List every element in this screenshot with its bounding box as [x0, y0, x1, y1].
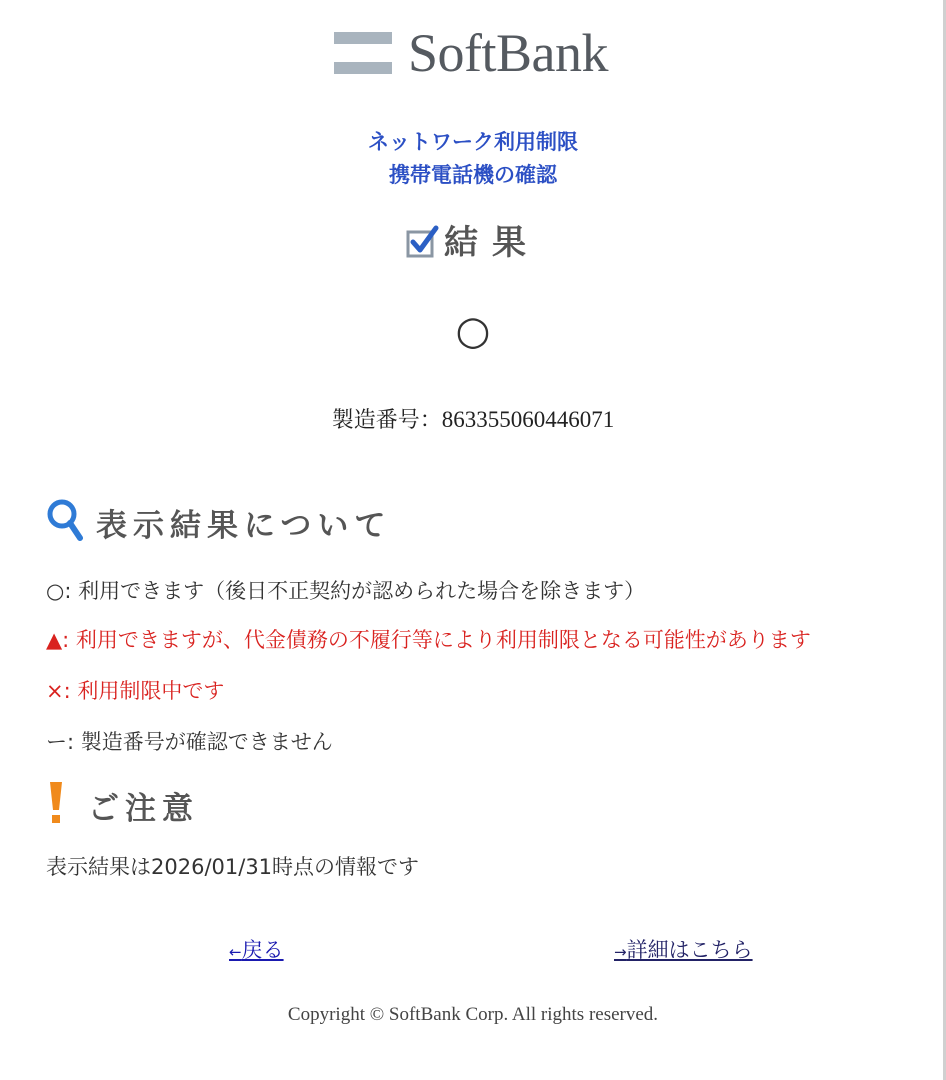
- serial-number-value: 863355060446071: [441, 407, 615, 432]
- legend-unconfirmed: ー: 製造番号が確認できません: [46, 730, 333, 754]
- exclamation-icon: [46, 780, 66, 830]
- notice-text: 表示結果は2026/01/31時点の情報です: [46, 855, 420, 879]
- softbank-bars-icon: [334, 32, 392, 74]
- about-results-heading: [46, 498, 391, 546]
- logo-bar-bottom: [334, 62, 392, 74]
- about-results-heading-label: 表示結果について: [96, 507, 392, 544]
- notice-heading-label: ご注意: [88, 790, 199, 827]
- page-title-line2: 携帯電話機の確認: [389, 163, 557, 187]
- legend-restricted: ×: 利用制限中です: [46, 679, 225, 703]
- result-status-symbol: ○: [455, 308, 491, 354]
- page-title-line1: ネットワーク利用制限: [368, 130, 578, 154]
- magnifier-icon: [46, 498, 86, 546]
- legend-possible-restriction: ▲: 利用できますが、代金債務の不履行等により利用制限となる可能性があります: [46, 628, 811, 652]
- serial-number: [0, 403, 946, 434]
- result-heading-label: 結果: [444, 223, 540, 263]
- back-link-label: 戻る: [241, 938, 284, 962]
- result-heading: [0, 215, 946, 264]
- logo-text: SoftBank: [408, 23, 609, 83]
- logo-bar-top: [334, 32, 392, 44]
- copyright-footer: Copyright © SoftBank Corp. All rights reserved.: [287, 1004, 659, 1025]
- softbank-logo: [334, 23, 609, 83]
- details-arrow: →: [614, 943, 627, 961]
- details-link[interactable]: [614, 934, 753, 964]
- details-link-label: 詳細はこちら: [626, 938, 753, 962]
- page-title: [0, 126, 946, 192]
- checkbox-checked-icon: [406, 225, 436, 255]
- notice-heading: [46, 780, 199, 830]
- serial-number-label: 製造番号：: [331, 408, 442, 433]
- legend-available: ○: 利用できます（後日不正契約が認められた場合を除きます）: [46, 579, 646, 603]
- back-arrow: ←: [229, 943, 242, 961]
- back-link[interactable]: [229, 934, 284, 964]
